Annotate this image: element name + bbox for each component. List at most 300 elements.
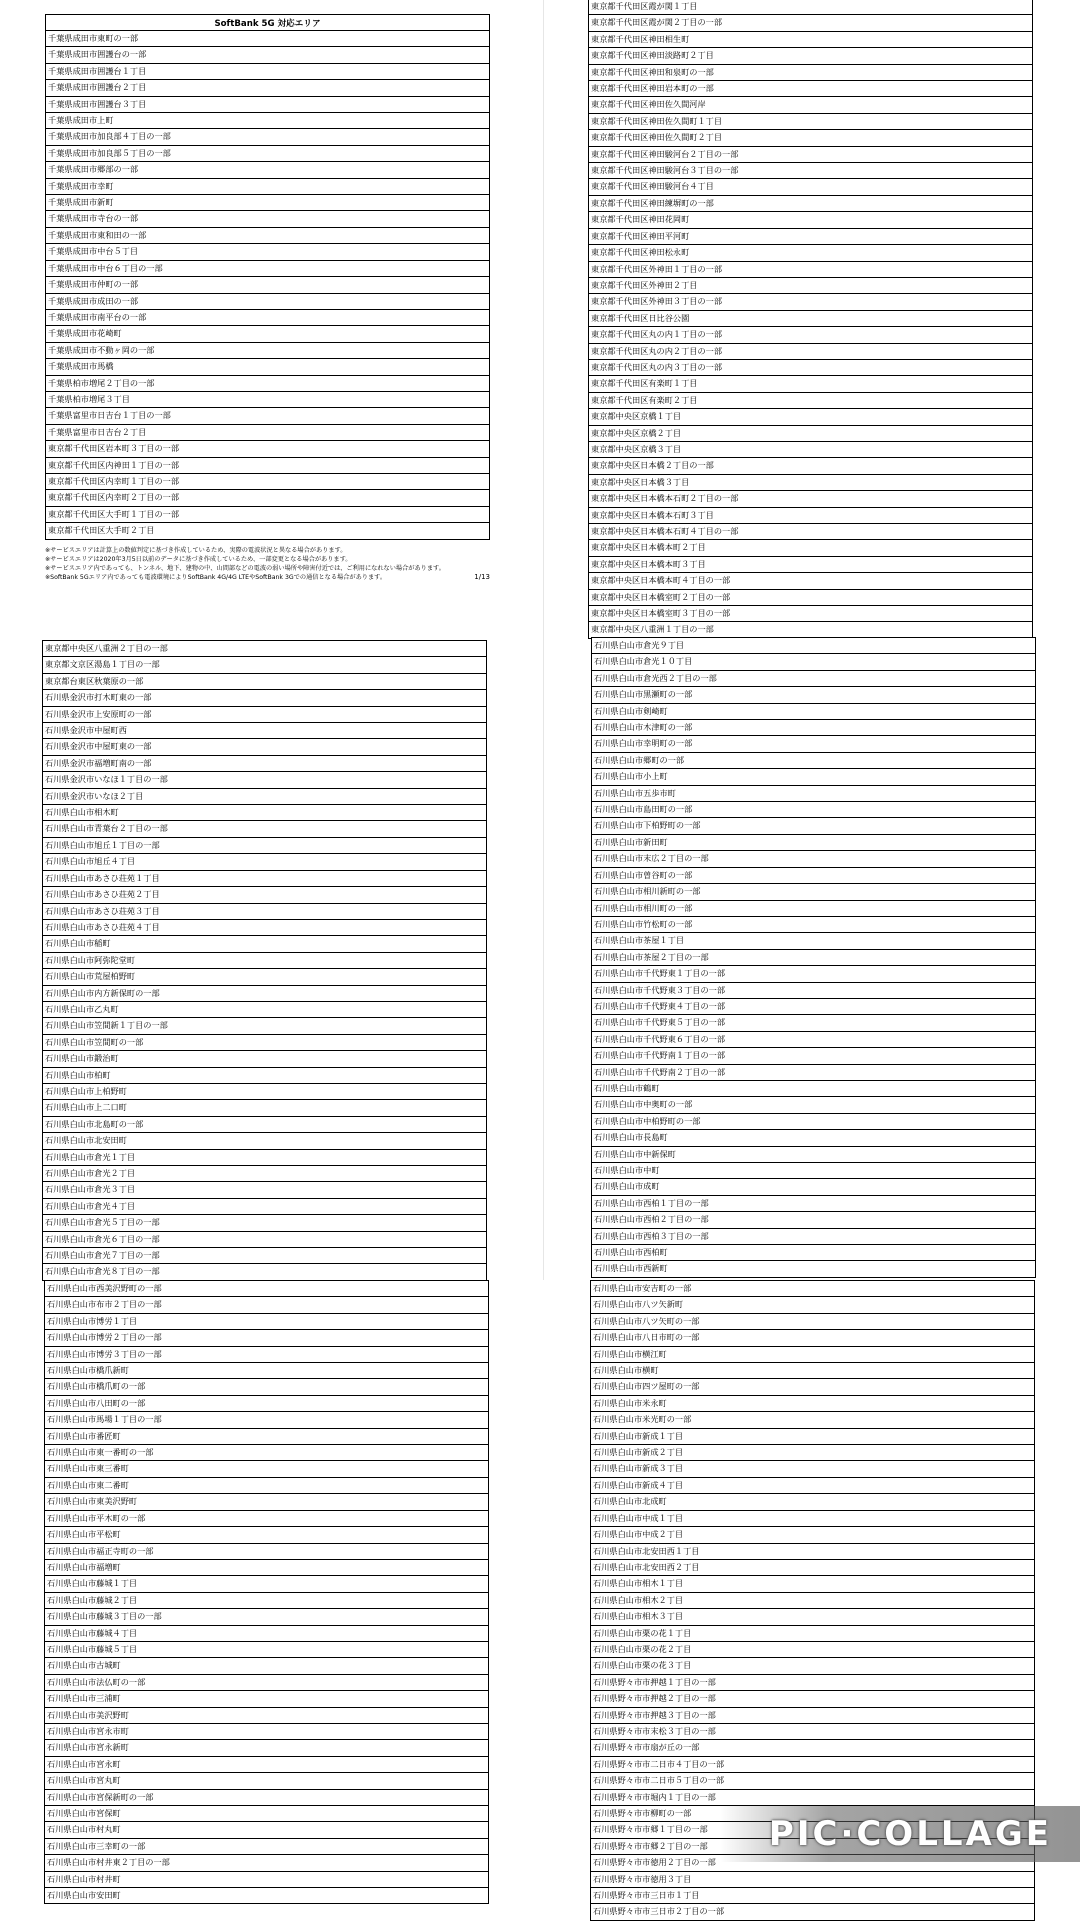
table-row xyxy=(43,903,487,919)
table-row xyxy=(46,195,490,211)
table-row xyxy=(43,706,487,722)
table-row xyxy=(45,1445,489,1461)
table-header-title: SoftBank 5G 対応エリア xyxy=(46,15,490,31)
table-row xyxy=(591,1756,1035,1772)
table-row xyxy=(589,573,1033,589)
area-cell: 石川県白山市馬場１丁目の一部 xyxy=(45,1412,489,1428)
table-row xyxy=(45,1789,489,1805)
area-cell: 石川県白山市藤城５丁目 xyxy=(45,1641,489,1657)
area-cell: 石川県白山市倉光５丁目の一部 xyxy=(43,1215,487,1231)
area-cell: 東京都千代田区丸の内１丁目の一部 xyxy=(589,327,1033,343)
area-cell: 石川県白山市倉光６丁目の一部 xyxy=(43,1231,487,1247)
area-cell: 千葉県富里市日吉台２丁目 xyxy=(46,424,490,440)
area-cell: 東京都中央区八重洲２丁目の一部 xyxy=(43,641,487,657)
table-row xyxy=(592,916,1036,932)
area-cell: 石川県野々市市押越２丁目の一部 xyxy=(591,1691,1035,1707)
table-row xyxy=(43,969,487,985)
area-cell: 石川県白山市倉光９丁目 xyxy=(592,638,1036,654)
table-row xyxy=(592,1015,1036,1031)
area-cell: 石川県白山市荒屋柏野町 xyxy=(43,969,487,985)
area-cell: 石川県白山市旭丘１丁目の一部 xyxy=(43,837,487,853)
table-row xyxy=(591,1658,1035,1674)
table-row xyxy=(591,1395,1035,1411)
table-row xyxy=(45,1707,489,1723)
area-cell: 石川県白山市倉光３丁目 xyxy=(43,1182,487,1198)
area-table xyxy=(591,637,1036,1278)
table-row xyxy=(589,294,1033,310)
area-cell: 石川県白山市平木町の一部 xyxy=(45,1510,489,1526)
area-cell: 千葉県成田市中台５丁目 xyxy=(46,244,490,260)
table-row xyxy=(591,1543,1035,1559)
table-row xyxy=(592,785,1036,801)
table-row xyxy=(592,818,1036,834)
table-row xyxy=(45,1379,489,1395)
table-row xyxy=(589,64,1033,80)
table-row xyxy=(45,1281,489,1297)
page-panel-3 xyxy=(42,640,487,1281)
table-row xyxy=(43,1198,487,1214)
table-row xyxy=(591,1428,1035,1444)
area-cell: 石川県白山市旭丘４丁目 xyxy=(43,854,487,870)
table-row xyxy=(43,1133,487,1149)
table-row xyxy=(592,1261,1036,1277)
table-row xyxy=(43,641,487,657)
table-row xyxy=(46,113,490,129)
table-row xyxy=(43,723,487,739)
table-row xyxy=(43,821,487,837)
table-row xyxy=(592,802,1036,818)
table-row xyxy=(46,145,490,161)
area-cell: 石川県白山市剣崎町 xyxy=(592,703,1036,719)
area-cell: 石川県白山市あさひ荘苑１丁目 xyxy=(43,870,487,886)
area-cell: 石川県白山市相木３丁目 xyxy=(591,1609,1035,1625)
area-cell: 東京都千代田区日比谷公園 xyxy=(589,310,1033,326)
area-cell: 石川県白山市東三番町 xyxy=(45,1461,489,1477)
area-cell: 東京都中央区日本橋本石町３丁目 xyxy=(589,507,1033,523)
area-cell: 石川県白山市上柏野町 xyxy=(43,1083,487,1099)
table-row xyxy=(46,326,490,342)
table-row xyxy=(46,424,490,440)
table-row xyxy=(43,1166,487,1182)
table-row xyxy=(45,1395,489,1411)
area-cell: 石川県白山市倉光２丁目 xyxy=(43,1166,487,1182)
table-row xyxy=(46,342,490,358)
page-panel-2 xyxy=(588,0,1033,639)
table-row xyxy=(592,1031,1036,1047)
table-row xyxy=(46,277,490,293)
area-cell: 東京都中央区日本橋本町３丁目 xyxy=(589,556,1033,572)
area-cell: 石川県白山市相川町の一部 xyxy=(592,900,1036,916)
table-row xyxy=(592,900,1036,916)
area-cell: 東京都千代田区神田駿河台２丁目の一部 xyxy=(589,146,1033,162)
table-row xyxy=(591,1592,1035,1608)
table-row xyxy=(46,408,490,424)
area-cell: 石川県白山市布市２丁目の一部 xyxy=(45,1297,489,1313)
area-cell: 石川県白山市下柏野町の一部 xyxy=(592,818,1036,834)
table-row xyxy=(589,261,1033,277)
table-row xyxy=(45,1559,489,1575)
area-cell: 千葉県成田市成田の一部 xyxy=(46,293,490,309)
area-cell: 石川県白山市千代野南１丁目の一部 xyxy=(592,1048,1036,1064)
table-row xyxy=(46,47,490,63)
table-row xyxy=(589,524,1033,540)
table-row xyxy=(591,1313,1035,1329)
area-cell: 東京都中央区日本橋室町３丁目の一部 xyxy=(589,606,1033,622)
area-cell: 石川県白山市黒瀬町の一部 xyxy=(592,687,1036,703)
table-row xyxy=(589,130,1033,146)
table-row xyxy=(592,1228,1036,1244)
area-cell: 石川県白山市千代野東４丁目の一部 xyxy=(592,998,1036,1014)
area-cell: 石川県白山市平松町 xyxy=(45,1527,489,1543)
table-row xyxy=(43,657,487,673)
table-row xyxy=(45,1855,489,1871)
table-row xyxy=(43,739,487,755)
table-row xyxy=(591,1789,1035,1805)
table-row xyxy=(46,227,490,243)
table-row xyxy=(43,1001,487,1017)
area-cell: 石川県白山市博労２丁目の一部 xyxy=(45,1330,489,1346)
area-cell: 石川県白山市青葉台２丁目の一部 xyxy=(43,821,487,837)
area-cell: 東京都中央区日本橋３丁目 xyxy=(589,474,1033,490)
table-row xyxy=(589,212,1033,228)
area-cell: 石川県白山市竹松町の一部 xyxy=(592,916,1036,932)
area-cell: 石川県白山市東二番町 xyxy=(45,1477,489,1493)
table-row xyxy=(592,1179,1036,1195)
table-row xyxy=(591,1773,1035,1789)
table-row xyxy=(592,670,1036,686)
area-cell: 石川県白山市中町 xyxy=(592,1163,1036,1179)
table-row xyxy=(592,1245,1036,1261)
note-line: ※サービスエリア内であっても、トンネル、地下、建物の中、山間部などの電波の弱い場所や障害付近では、ご利用になれない場合があります。 xyxy=(45,565,445,572)
area-cell: 石川県白山市木津町の一部 xyxy=(592,720,1036,736)
table-row xyxy=(46,31,490,47)
area-cell: 石川県白山市横江町 xyxy=(591,1346,1035,1362)
area-cell: 石川県白山市橋爪新町 xyxy=(45,1363,489,1379)
table-row xyxy=(592,703,1036,719)
area-cell: 石川県野々市市三日市１丁目 xyxy=(591,1888,1035,1904)
area-cell: 石川県白山市成町 xyxy=(592,1179,1036,1195)
area-cell: 石川県白山市乙丸町 xyxy=(43,1001,487,1017)
table-row xyxy=(43,936,487,952)
area-cell: 石川県白山市西柏３丁目の一部 xyxy=(592,1228,1036,1244)
table-row xyxy=(589,540,1033,556)
center-divider xyxy=(543,0,544,1280)
area-cell: 石川県白山市八ツ矢町の一部 xyxy=(591,1313,1035,1329)
table-row xyxy=(45,1674,489,1690)
area-cell: 東京都中央区京橋１丁目 xyxy=(589,409,1033,425)
area-cell: 石川県野々市市郷１丁目の一部 xyxy=(591,1822,1035,1838)
table-row xyxy=(589,441,1033,457)
table-row xyxy=(46,375,490,391)
table-row xyxy=(45,1527,489,1543)
area-cell: 千葉県成田市加良部４丁目の一部 xyxy=(46,129,490,145)
table-row xyxy=(43,854,487,870)
table-row xyxy=(45,1806,489,1822)
table-row xyxy=(592,1146,1036,1162)
area-cell: 石川県白山市藤城３丁目の一部 xyxy=(45,1609,489,1625)
area-cell: 東京都千代田区神田相生町 xyxy=(589,31,1033,47)
area-cell: 千葉県成田市中台６丁目の一部 xyxy=(46,260,490,276)
table-row xyxy=(592,966,1036,982)
area-cell: 東京都中央区日本橋本町２丁目 xyxy=(589,540,1033,556)
table-row xyxy=(46,473,490,489)
area-cell: 石川県白山市あさひ荘苑３丁目 xyxy=(43,903,487,919)
table-row xyxy=(592,884,1036,900)
table-row xyxy=(589,606,1033,622)
table-row xyxy=(43,755,487,771)
table-row xyxy=(589,0,1033,15)
area-cell: 東京都千代田区霞が関２丁目の一部 xyxy=(589,15,1033,31)
table-row xyxy=(589,277,1033,293)
area-cell: 東京都千代田区神田佐久間町１丁目 xyxy=(589,113,1033,129)
table-row xyxy=(591,1445,1035,1461)
table-row xyxy=(45,1576,489,1592)
table-row xyxy=(45,1412,489,1428)
area-cell: 石川県白山市西柏１丁目の一部 xyxy=(592,1195,1036,1211)
area-cell: 東京都中央区日本橋２丁目の一部 xyxy=(589,458,1033,474)
table-row xyxy=(46,523,490,539)
area-cell: 東京都千代田区丸の内３丁目の一部 xyxy=(589,359,1033,375)
table-row xyxy=(43,1100,487,1116)
table-row xyxy=(589,589,1033,605)
area-cell: 石川県白山市内方新保町の一部 xyxy=(43,985,487,1001)
table-row xyxy=(589,195,1033,211)
table-row xyxy=(589,409,1033,425)
area-cell: 石川県白山市新成３丁目 xyxy=(591,1461,1035,1477)
table-row xyxy=(589,425,1033,441)
area-cell: 石川県白山市米光町の一部 xyxy=(591,1412,1035,1428)
table-row xyxy=(589,491,1033,507)
table-row xyxy=(43,673,487,689)
table-row xyxy=(45,1428,489,1444)
area-cell: 東京都千代田区神田駿河台４丁目 xyxy=(589,179,1033,195)
table-row xyxy=(589,359,1033,375)
table-row xyxy=(46,457,490,473)
table-row xyxy=(46,441,490,457)
table-row xyxy=(45,1346,489,1362)
area-cell: 石川県白山市宮丸町 xyxy=(45,1773,489,1789)
table-row xyxy=(43,870,487,886)
area-table xyxy=(44,1280,489,1904)
area-cell: 石川県白山市藤城２丁目 xyxy=(45,1592,489,1608)
area-cell: 石川県白山市郷町の一部 xyxy=(592,752,1036,768)
area-cell: 石川県白山市五歩市町 xyxy=(592,785,1036,801)
area-cell: 千葉県成田市郷部の一部 xyxy=(46,162,490,178)
table-row xyxy=(592,1163,1036,1179)
area-cell: 石川県白山市阿弥陀堂町 xyxy=(43,952,487,968)
area-cell: 石川県白山市橋爪町の一部 xyxy=(45,1379,489,1395)
area-cell: 石川県白山市西柏２丁目の一部 xyxy=(592,1212,1036,1228)
table-row xyxy=(592,851,1036,867)
area-cell: 石川県白山市栗の花２丁目 xyxy=(591,1641,1035,1657)
table-row xyxy=(592,1212,1036,1228)
table-row xyxy=(43,952,487,968)
area-cell: 石川県白山市島田町の一部 xyxy=(592,802,1036,818)
area-cell: 石川県白山市横町 xyxy=(591,1363,1035,1379)
area-cell: 石川県白山市千代野東１丁目の一部 xyxy=(592,966,1036,982)
area-cell: 東京都千代田区岩本町３丁目の一部 xyxy=(46,441,490,457)
area-cell: 石川県野々市市堀内１丁目の一部 xyxy=(591,1789,1035,1805)
area-cell: 東京都千代田区神田駿河台３丁目の一部 xyxy=(589,163,1033,179)
area-cell: 石川県白山市稲町 xyxy=(43,936,487,952)
table-row xyxy=(43,1116,487,1132)
table-row xyxy=(43,772,487,788)
area-cell: 千葉県成田市囲護台２丁目 xyxy=(46,80,490,96)
area-cell: 石川県白山市栗の花１丁目 xyxy=(591,1625,1035,1641)
area-cell: 石川県白山市新成２丁目 xyxy=(591,1445,1035,1461)
area-cell: 石川県白山市笠間新１丁目の一部 xyxy=(43,1018,487,1034)
area-cell: 石川県白山市新田町 xyxy=(592,834,1036,850)
table-row xyxy=(591,1346,1035,1362)
area-cell: 石川県白山市西柏町 xyxy=(592,1245,1036,1261)
area-cell: 石川県野々市市柳町の一部 xyxy=(591,1806,1035,1822)
table-row xyxy=(592,654,1036,670)
area-cell: 石川県白山市村井東２丁目の一部 xyxy=(45,1855,489,1871)
area-cell: 石川県白山市安田町 xyxy=(45,1888,489,1904)
area-table xyxy=(45,14,490,540)
area-cell: 千葉県成田市東和田の一部 xyxy=(46,227,490,243)
area-cell: 石川県白山市曽谷町の一部 xyxy=(592,867,1036,883)
area-cell: 石川県白山市千代野南２丁目の一部 xyxy=(592,1064,1036,1080)
table-row xyxy=(592,1113,1036,1129)
table-row xyxy=(589,48,1033,64)
table-row xyxy=(589,310,1033,326)
table-row xyxy=(45,1313,489,1329)
table-row xyxy=(592,720,1036,736)
table-row xyxy=(45,1625,489,1641)
area-cell: 石川県白山市千代野東３丁目の一部 xyxy=(592,982,1036,998)
area-cell: 東京都千代田区外神田２丁目 xyxy=(589,277,1033,293)
table-row xyxy=(46,129,490,145)
area-cell: 石川県白山市西新町 xyxy=(592,1261,1036,1277)
area-cell: 石川県金沢市福増町南の一部 xyxy=(43,755,487,771)
area-cell: 石川県白山市八ツ矢新町 xyxy=(591,1297,1035,1313)
table-row xyxy=(45,1543,489,1559)
table-row xyxy=(46,63,490,79)
area-cell: 石川県白山市相木１丁目 xyxy=(591,1576,1035,1592)
table-row xyxy=(45,1641,489,1657)
table-row xyxy=(46,391,490,407)
table-row xyxy=(43,837,487,853)
area-cell: 石川県白山市相木２丁目 xyxy=(591,1592,1035,1608)
area-cell: 千葉県成田市南平台の一部 xyxy=(46,309,490,325)
area-cell: 東京都千代田区神田岩本町の一部 xyxy=(589,81,1033,97)
table-row xyxy=(45,1477,489,1493)
table-row xyxy=(592,752,1036,768)
note-line: ※SoftBank 5Gエリア内であっても電波環境によりSoftBank 4G/4G LTEやSoftBank 3Gでの通信となる場合があります。 xyxy=(45,574,387,582)
table-row xyxy=(589,228,1033,244)
area-cell: 石川県野々市市二日市４丁目の一部 xyxy=(591,1756,1035,1772)
area-cell: 石川県白山市鍛治町 xyxy=(43,1051,487,1067)
table-row xyxy=(46,359,490,375)
table-row xyxy=(591,1461,1035,1477)
area-cell: 石川県白山市倉光１丁目 xyxy=(43,1149,487,1165)
area-cell: 石川県白山市東美沢野町 xyxy=(45,1494,489,1510)
table-row xyxy=(43,788,487,804)
table-row xyxy=(591,1740,1035,1756)
table-row xyxy=(45,1363,489,1379)
table-row xyxy=(592,638,1036,654)
table-row xyxy=(43,1083,487,1099)
table-row xyxy=(45,1510,489,1526)
table-row xyxy=(589,81,1033,97)
area-cell: 千葉県成田市幸町 xyxy=(46,178,490,194)
table-row xyxy=(43,887,487,903)
area-cell: 石川県白山市八日市町の一部 xyxy=(591,1330,1035,1346)
table-row xyxy=(591,1330,1035,1346)
area-cell: 東京都千代田区神田松永町 xyxy=(589,245,1033,261)
table-row xyxy=(46,96,490,112)
area-cell: 東京都台東区秋葉原の一部 xyxy=(43,673,487,689)
table-row xyxy=(591,1477,1035,1493)
app-watermark: PIC·COLLAGE xyxy=(720,1806,1080,1862)
area-cell: 石川県白山市北安田西２丁目 xyxy=(591,1559,1035,1575)
area-cell: 東京都千代田区霞が関１丁目 xyxy=(589,0,1033,15)
area-cell: 石川県白山市上二口町 xyxy=(43,1100,487,1116)
table-row xyxy=(45,1822,489,1838)
area-cell: 石川県白山市三浦町 xyxy=(45,1691,489,1707)
table-row xyxy=(45,1691,489,1707)
table-row xyxy=(46,80,490,96)
area-cell: 石川県野々市市三日市２丁目の一部 xyxy=(591,1904,1035,1920)
table-row xyxy=(591,1625,1035,1641)
page-panel-5 xyxy=(44,1280,489,1904)
table-row xyxy=(591,1412,1035,1428)
area-cell: 石川県白山市鶴町 xyxy=(592,1080,1036,1096)
area-cell: 千葉県成田市花崎町 xyxy=(46,326,490,342)
table-row xyxy=(592,867,1036,883)
page-panel-1 xyxy=(45,14,490,582)
area-cell: 千葉県富里市日吉台１丁目の一部 xyxy=(46,408,490,424)
area-cell: 石川県白山市美沢野町 xyxy=(45,1707,489,1723)
table-row xyxy=(45,1871,489,1887)
page-panel-4 xyxy=(591,637,1036,1278)
area-cell: 石川県白山市法仏町の一部 xyxy=(45,1674,489,1690)
table-row xyxy=(43,690,487,706)
area-cell: 石川県白山市北島町の一部 xyxy=(43,1116,487,1132)
table-row xyxy=(43,1149,487,1165)
table-row xyxy=(591,1363,1035,1379)
area-cell: 東京都千代田区丸の内２丁目の一部 xyxy=(589,343,1033,359)
table-row xyxy=(45,1888,489,1904)
table-row xyxy=(46,506,490,522)
area-cell: 石川県白山市福正寺町の一部 xyxy=(45,1543,489,1559)
area-cell: 石川県白山市倉光西２丁目の一部 xyxy=(592,670,1036,686)
table-row xyxy=(45,1658,489,1674)
area-cell: 石川県白山市倉光１０丁目 xyxy=(592,654,1036,670)
table-row xyxy=(45,1592,489,1608)
table-row xyxy=(591,1723,1035,1739)
area-cell: 石川県白山市小上町 xyxy=(592,769,1036,785)
table-row xyxy=(589,343,1033,359)
area-cell: 石川県白山市宮永新町 xyxy=(45,1740,489,1756)
area-cell: 千葉県柏市増尾２丁目の一部 xyxy=(46,375,490,391)
table-row xyxy=(45,1756,489,1772)
table-row xyxy=(592,982,1036,998)
area-cell: 石川県白山市藤城１丁目 xyxy=(45,1576,489,1592)
table-row xyxy=(45,1773,489,1789)
table-row xyxy=(591,1691,1035,1707)
table-row xyxy=(591,1559,1035,1575)
table-row xyxy=(589,179,1033,195)
table-row xyxy=(45,1838,489,1854)
table-row xyxy=(592,1048,1036,1064)
area-cell: 千葉県成田市東町の一部 xyxy=(46,31,490,47)
area-cell: 石川県白山市藤城４丁目 xyxy=(45,1625,489,1641)
area-cell: 東京都千代田区大手町２丁目 xyxy=(46,523,490,539)
page-number: 1/13 xyxy=(474,573,490,582)
table-row xyxy=(45,1740,489,1756)
